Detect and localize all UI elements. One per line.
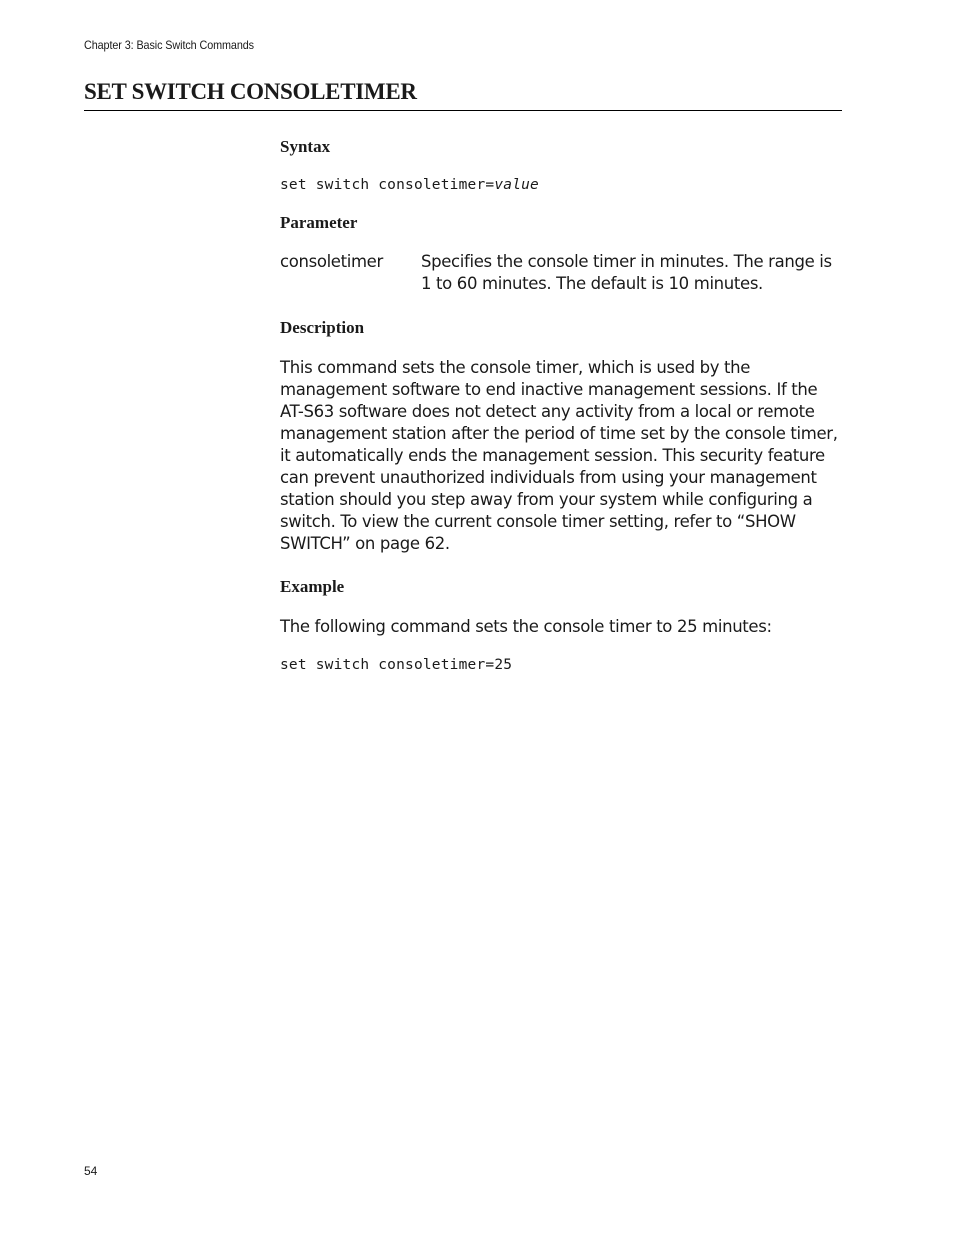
description-text: This command sets the console timer, which is used by the management software to end inactive management sessions. If the AT-S63 software does not detect any activity from a local or remote management station after the period of time set by the console timer, it automatically ends the management session. This security feature can prevent unauthorized individuals from using your management station should you step away from your system while configuring a switch. To view the current console timer setting, refer to “SHOW SWITCH” on page 62. [280, 358, 838, 553]
syntax-command [280, 175, 842, 195]
syntax-command-prefix: set switch consoletimer= [280, 177, 495, 193]
command-content [280, 136, 842, 675]
running-header: Chapter 3: Basic Switch Commands [84, 38, 255, 52]
page-number: 54 [84, 1164, 98, 1178]
example-intro: The following command sets the console timer to 25 minutes: [280, 617, 772, 636]
page-title: SET SWITCH CONSOLETIMER [84, 78, 842, 111]
parameter-description: Specifies the console timer in minutes. The range is 1 to 60 minutes. The default is 10 minutes. [421, 252, 832, 293]
parameter-name: consoletimer [280, 252, 383, 271]
example-heading: Example [280, 577, 345, 596]
parameter-heading: Parameter [280, 213, 358, 232]
description-heading: Description [280, 318, 365, 337]
parameter-row [280, 251, 842, 295]
example-command: set switch consoletimer=25 [280, 657, 513, 673]
syntax-command-variable: value [494, 177, 539, 193]
syntax-heading: Syntax [280, 137, 331, 156]
